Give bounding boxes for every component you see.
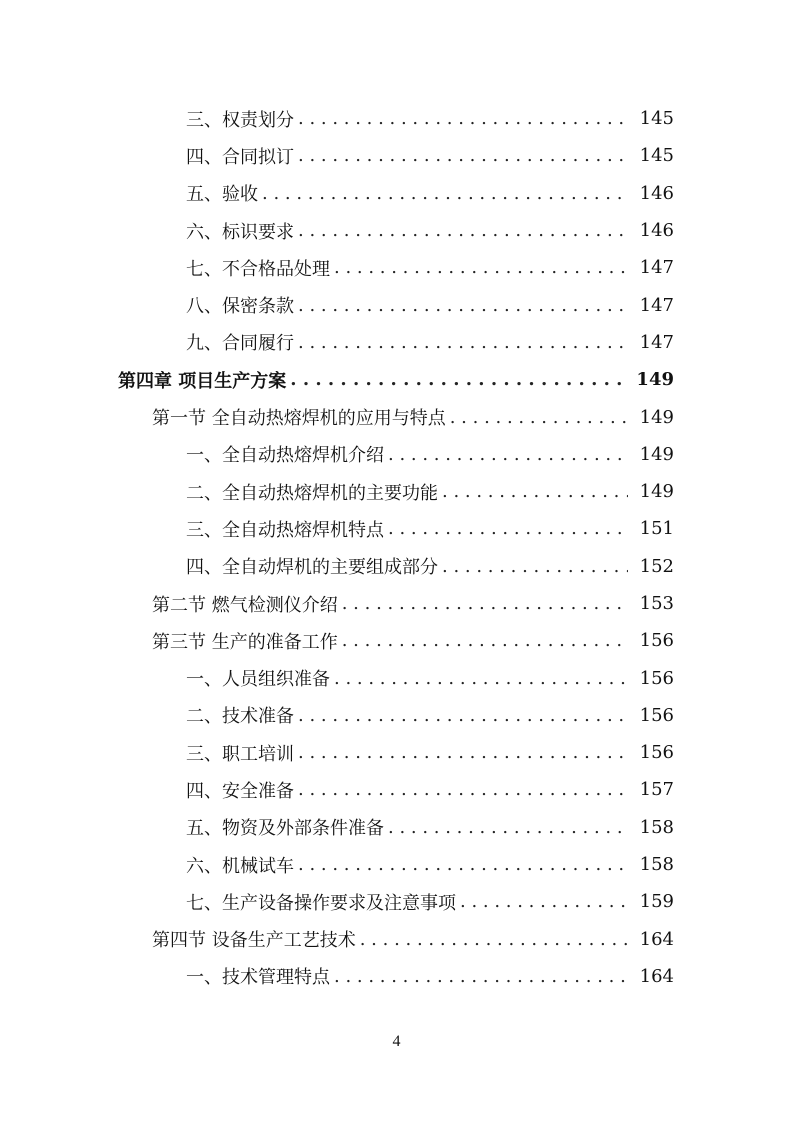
toc-entry-page: 146 (639, 182, 674, 204)
toc-entry-title: 一、人员组织准备 (186, 669, 330, 691)
toc-entry-title: 六、机械试车 (186, 855, 294, 877)
toc-dot-leader (298, 332, 628, 353)
toc-entry-title: 第四节 设备生产工艺技术 (152, 930, 356, 952)
toc-entry[interactable] (0, 436, 793, 473)
toc-dot-leader (298, 295, 628, 316)
toc-dot-leader (450, 407, 628, 428)
toc-entry[interactable] (0, 771, 793, 808)
toc-dot-leader (298, 705, 628, 726)
toc-dot-leader (360, 929, 628, 950)
toc-dot-leader (388, 444, 628, 465)
toc-dot-leader (442, 556, 628, 577)
toc-dot-leader (342, 630, 628, 651)
toc-entry[interactable] (0, 697, 793, 734)
toc-dot-leader (388, 518, 628, 539)
toc-entry-title: 三、权责划分 (186, 109, 294, 131)
toc-entry-page: 156 (639, 704, 674, 726)
toc-entry-page: 159 (639, 891, 674, 913)
toc-entry-page: 164 (639, 965, 674, 987)
toc-entry[interactable] (0, 324, 793, 361)
toc-entry-page: 149 (636, 369, 674, 391)
toc-entry-page: 164 (639, 928, 674, 950)
toc-entry-title: 四、安全准备 (186, 780, 294, 802)
toc-dot-leader (388, 817, 628, 838)
toc-entry[interactable] (0, 473, 793, 510)
toc-entry-title: 八、保密条款 (186, 296, 294, 318)
toc-entry-page: 156 (639, 742, 674, 764)
toc-entry-page: 147 (639, 294, 674, 316)
toc-entry[interactable] (0, 659, 793, 696)
toc-entry-title: 一、全自动热熔焊机介绍 (186, 445, 384, 467)
toc-entry-title: 五、物资及外部条件准备 (186, 818, 384, 840)
toc-entry[interactable] (0, 137, 793, 174)
toc-entry-title: 第二节 燃气检测仪介绍 (152, 594, 338, 616)
toc-entry-title: 一、技术管理特点 (186, 967, 330, 989)
toc-entry-page: 156 (639, 667, 674, 689)
toc-dot-leader (334, 257, 628, 278)
toc-dot-leader (298, 145, 628, 166)
toc-dot-leader (334, 668, 628, 689)
toc-entry-page: 157 (639, 779, 674, 801)
toc-dot-leader (298, 854, 628, 875)
toc-dot-leader (298, 779, 628, 800)
toc-entry-title: 七、不合格品处理 (186, 258, 330, 280)
toc-entry-title: 第四章 项目生产方案 (118, 370, 287, 392)
toc-entry-title: 九、合同履行 (186, 333, 294, 355)
toc-entry-page: 158 (639, 854, 674, 876)
toc-entry[interactable] (0, 249, 793, 286)
toc-entry[interactable] (0, 846, 793, 883)
toc-dot-leader (290, 369, 628, 390)
toc-entry[interactable] (0, 100, 793, 137)
toc-entry[interactable] (0, 734, 793, 771)
toc-entry-page: 145 (639, 108, 674, 130)
toc-entry-page: 152 (639, 555, 674, 577)
toc-entry-page: 149 (639, 443, 674, 465)
toc-entry-title: 四、全自动焊机的主要组成部分 (186, 557, 438, 579)
toc-dot-leader (298, 220, 628, 241)
toc-entry[interactable] (0, 809, 793, 846)
toc-entry-page: 149 (639, 406, 674, 428)
toc-entry[interactable] (0, 286, 793, 323)
page-number: 4 (392, 1033, 401, 1050)
toc-entry-title: 第一节 全自动热熔焊机的应用与特点 (152, 408, 446, 430)
toc-entry-page: 145 (639, 145, 674, 167)
toc-entry-title: 三、职工培训 (186, 743, 294, 765)
toc-entry[interactable] (0, 921, 793, 958)
toc-entry-page: 156 (639, 630, 674, 652)
toc-entry[interactable] (0, 398, 793, 435)
toc-entry-page: 153 (639, 593, 674, 614)
toc-dot-leader (442, 481, 628, 502)
toc-entry-title: 第三节 生产的准备工作 (152, 631, 338, 653)
toc-entry-page: 149 (639, 481, 674, 503)
toc-entry-title: 四、合同拟订 (186, 146, 294, 168)
toc-entry-page: 147 (639, 331, 674, 353)
toc-entry-title: 七、生产设备操作要求及注意事项 (186, 892, 456, 914)
toc-dot-leader (334, 966, 628, 987)
toc-entry[interactable] (0, 361, 793, 398)
toc-entry-title: 三、全自动热熔焊机特点 (186, 519, 384, 541)
toc-entry[interactable] (0, 883, 793, 920)
toc-entry-page: 147 (639, 257, 674, 279)
toc-entry[interactable] (0, 212, 793, 249)
toc-dot-leader (460, 891, 628, 912)
toc-dot-leader (262, 183, 628, 204)
toc-entry[interactable] (0, 958, 793, 995)
toc-dot-leader (298, 742, 628, 763)
toc-entry-page: 151 (639, 518, 674, 540)
toc-entry-title: 二、技术准备 (186, 706, 294, 728)
table-of-contents (0, 100, 793, 995)
toc-entry[interactable] (0, 622, 793, 659)
toc-entry[interactable] (0, 175, 793, 212)
toc-dot-leader (342, 593, 628, 614)
toc-entry[interactable] (0, 548, 793, 585)
toc-dot-leader (298, 108, 628, 129)
toc-entry-page: 158 (639, 816, 674, 838)
toc-entry-title: 六、标识要求 (186, 221, 294, 243)
toc-entry-title: 五、验收 (186, 184, 258, 206)
toc-entry[interactable] (0, 510, 793, 547)
toc-entry-page: 146 (639, 220, 674, 242)
toc-entry-title: 二、全自动热熔焊机的主要功能 (186, 482, 438, 504)
toc-entry[interactable] (0, 585, 793, 622)
